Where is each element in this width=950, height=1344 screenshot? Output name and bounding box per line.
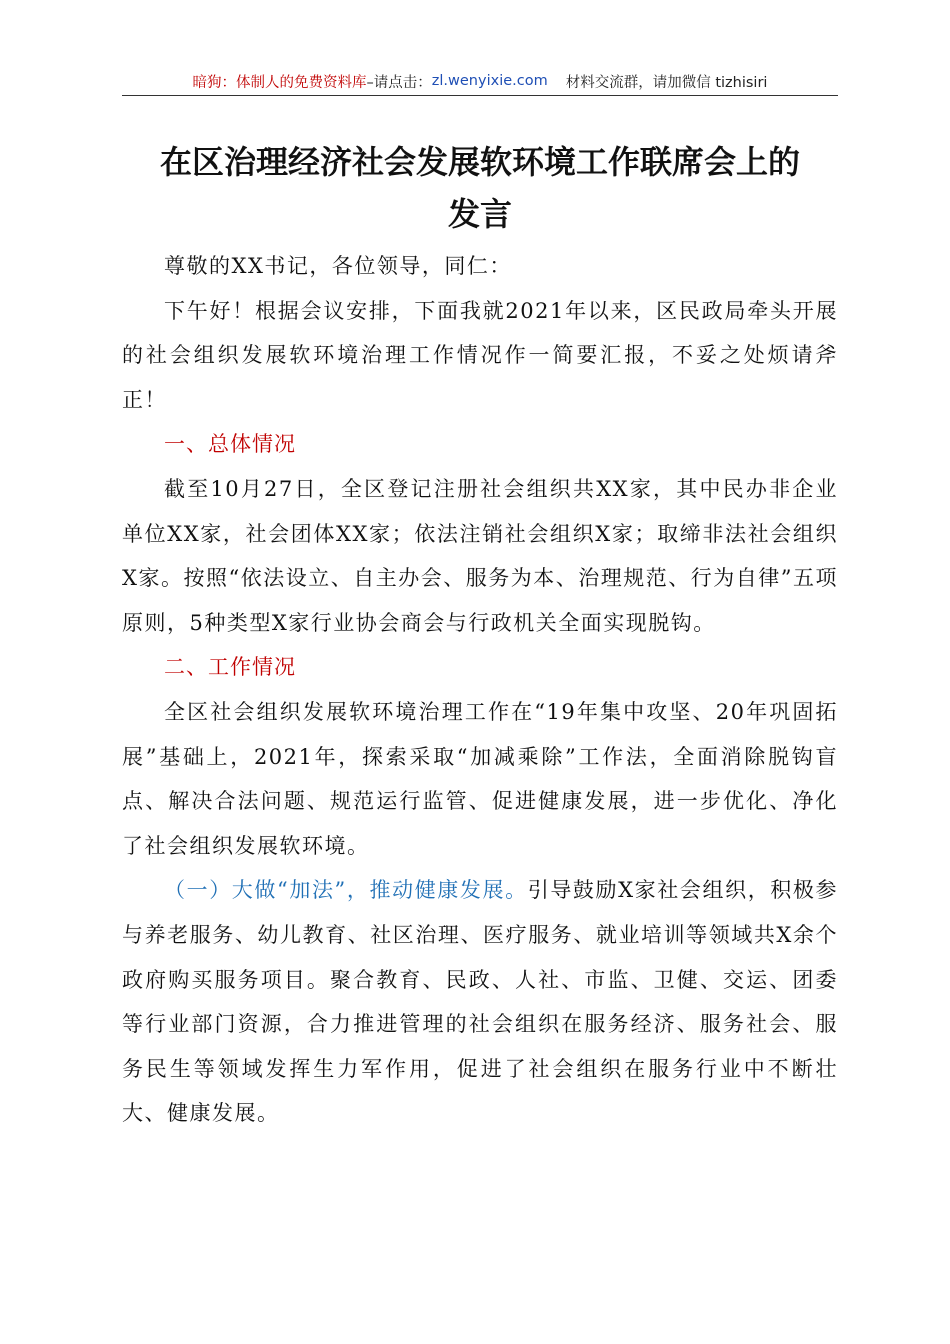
header-divider: [122, 95, 838, 96]
document-title: [110, 136, 850, 240]
section-2-body: 全区社会组织发展软环境治理工作在“19年集中攻坚、20年巩固拓展”基础上，2021年，探索采取“加减乘除”工作法，全面消除脱钩盲点、解决合法问题、规范运行监管、促进健康发展，进一步优化、净化了社会组织发展软环境。: [122, 699, 838, 858]
page-header: [122, 68, 838, 94]
section-1-body: 截至10月27日，全区登记注册社会组织共XX家，其中民办非企业单位XX家，社会团体XX家；依法注销社会组织X家；取缔非法社会组织X家。按照“依法设立、自主办会、服务为本、治理规范、行为自律”五项原则，5种类型X家行业协会商会与行政机关全面实现脱钩。: [122, 476, 838, 635]
subsection-1-paragraph: [122, 868, 838, 1136]
document-body: [122, 244, 838, 1136]
header-site-name: 暗狗：体制人的免费资料库: [192, 74, 367, 91]
intro-paragraph: 下午好！根据会议安排，下面我就2021年以来，区民政局牵头开展的社会组织发展软环境治理工作情况作一简要汇报，不妥之处烦请斧正！: [122, 298, 838, 412]
section-1-heading: 一、总体情况: [164, 432, 296, 457]
title-line-1: 在区治理经济社会发展软环境工作联席会上的: [159, 143, 800, 181]
salutation: 尊敬的XX书记，各位领导，同仁：: [164, 254, 512, 278]
header-url-link[interactable]: zl.wenyixie.com: [431, 73, 548, 89]
subsection-1-body: 引导鼓励X家社会组织，积极参与养老服务、幼儿教育、社区治理、医疗服务、就业培训等领域共X余个政府购买服务项目。聚合教育、民政、人社、市监、卫健、交运、团委等行业部门资源，合力推进管理的社会组织在服务经济、服务社会、服务民生等领域发挥生力军作用，促进了社会组织在服务行业中不断壮大、健康发展。: [122, 878, 838, 1126]
title-line-2: 发言: [447, 195, 512, 233]
header-click-prompt: –请点击：: [366, 74, 432, 91]
header-wechat-note: 材料交流群，请加微信 tizhisiri: [565, 74, 768, 91]
subsection-1-heading: （一）大做“加法”，推动健康发展。: [164, 878, 528, 903]
section-2-heading: 二、工作情况: [164, 655, 296, 680]
